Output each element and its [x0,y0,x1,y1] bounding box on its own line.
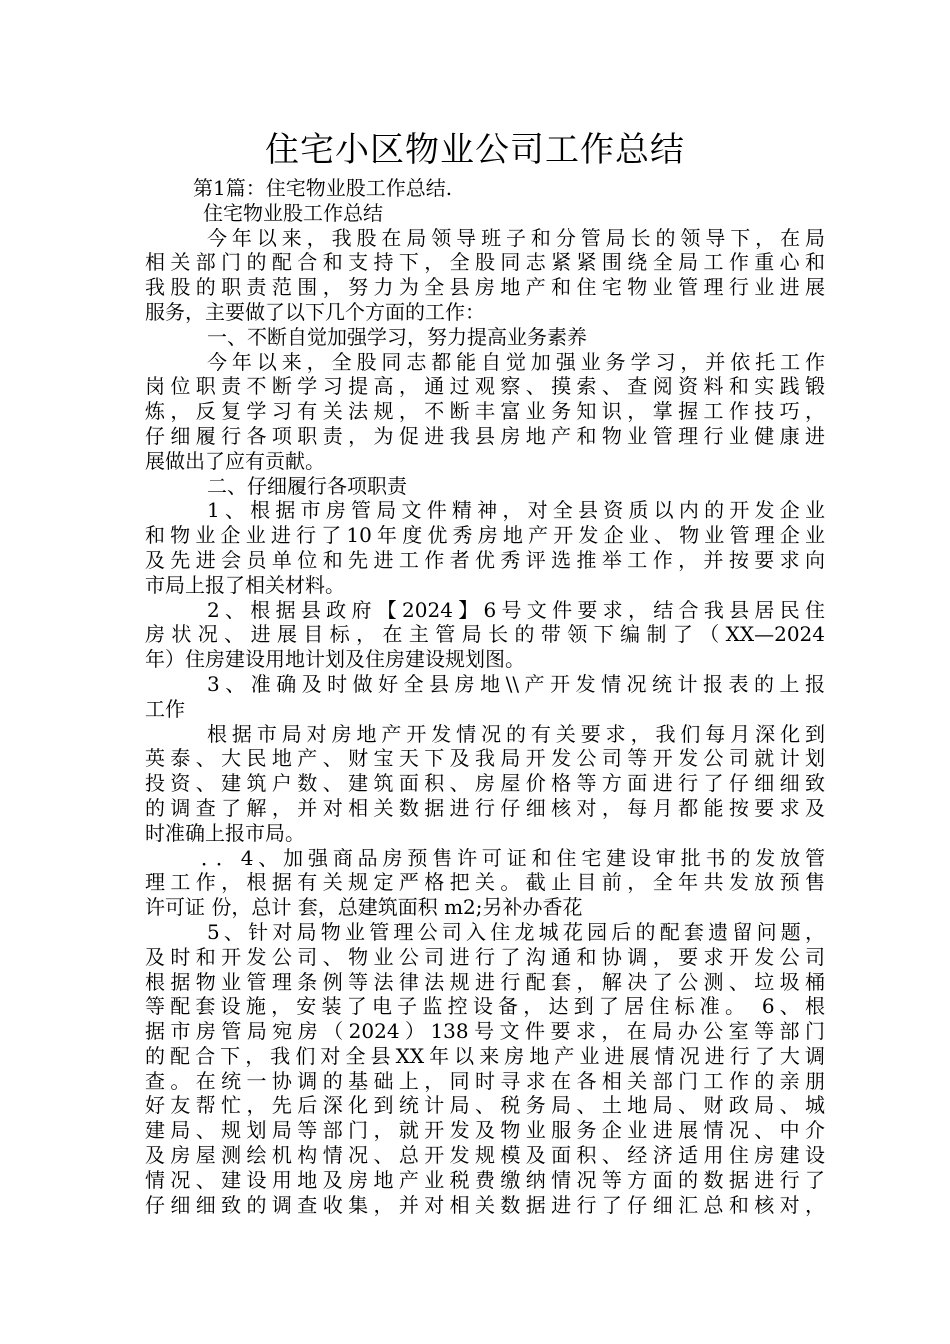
document-title: 住宅小区物业公司工作总结 [265,130,685,170]
text-line: 我股的职责范围，努力为全县房地产和住宅物业管理行业进展 [145,275,825,300]
text-line: 和物业企业进行了10年度优秀房地产开发企业、物业管理企业 [145,523,825,548]
text-line: 一、不断自觉加强学习，努力提高业务素养 [207,324,587,349]
text-line: 3、准确及时做好全县房地\\产开发情况统计报表的上报 [207,671,825,696]
text-line: 等配套设施，安装了电子监控设备，达到了居住标准。 6、根 [145,994,825,1019]
text-line: 2、根据县政府【2024】6号文件要求，结合我县居民住 [207,597,825,622]
text-line: 1、根据市房管局文件精神，对全县资质以内的开发企业 [207,498,825,523]
text-line: 二、仔细履行各项职责 [207,473,407,498]
text-line: 查。在统一协调的基础上，同时寻求在各相关部门工作的亲朋 [145,1068,825,1093]
text-line: 及房屋测绘机构情况、总开发规模及面积、经济适用住房建设 [145,1143,825,1168]
text-line: 的配合下，我们对全县XX年以来房地产业进展情况进行了大调 [145,1043,825,1068]
text-line: 房状况、进展目标，在主管局长的带领下编制了（XX—2024 [145,622,825,647]
text-line: 情况、建设用地及房地产业税费缴纳情况等方面的数据进行了 [145,1167,825,1192]
text-line: 英泰、大民地产、财宝天下及我局开发公司等开发公司就计划 [145,746,825,771]
text-line: 根据市局对房地产开发情况的有关要求，我们每月深化到 [207,721,825,746]
text-line: 理工作，根据有关规定严格把关。截止目前，全年共发放预售 [145,870,825,895]
text-line: 的调查了解，并对相关数据进行仔细核对，每月都能按要求及 [145,795,825,820]
document-body [145,176,825,1217]
text-line: 5、针对局物业管理公司入住龙城花园后的配套遗留问题， [207,919,825,944]
text-line: 仔细履行各项职责，为促进我县房地产和物业管理行业健康进 [145,423,825,448]
text-line: 仔细细致的调查收集，并对相关数据进行了仔细汇总和核对， [145,1192,825,1217]
text-line: 及时和开发公司、物业公司进行了沟通和协调，要求开发公司 [145,944,825,969]
text-line: 据市房管局宛房（2024）138号文件要求，在局办公室等部门 [145,1019,825,1044]
text-line: 时准确上报市局。 [145,820,305,845]
text-line: 相关部门的配合和支持下，全股同志紧紧围绕全局工作重心和 [145,250,825,275]
text-line: 及先进会员单位和先进工作者优秀评选推举工作，并按要求向 [145,547,825,572]
text-line: 服务，主要做了以下几个方面的工作： [145,299,485,324]
text-line: 市局上报了相关材料。 [145,572,345,597]
text-line: 炼，反复学习有关法规，不断丰富业务知识，掌握工作技巧， [145,399,825,424]
text-line: 展做出了应有贡献。 [145,448,325,473]
text-line: ．．4、加强商品房预售许可证和住宅建设审批书的发放管 [201,845,825,870]
text-line: 许可证 份，总计 套，总建筑面积 m2;另补办香花 [145,895,583,920]
text-line: 建局、规划局等部门，就开发及物业服务企业进展情况、中介 [145,1118,825,1143]
text-line: 第1篇：住宅物业股工作总结. [193,176,453,200]
text-line: 今年以来，我股在局领导班子和分管局长的领导下，在局 [207,225,825,250]
text-line: 住宅物业股工作总结 [203,200,383,225]
text-line: 岗位职责不断学习提高，通过观察、摸索、查阅资料和实践锻 [145,374,825,399]
text-line: 好友帮忙，先后深化到统计局、税务局、土地局、财政局、城 [145,1093,825,1118]
text-line: 根据物业管理条例等法律法规进行配套，解决了公测、垃圾桶 [145,969,825,994]
text-line: 工作 [145,696,185,721]
text-line: 投资、建筑户数、建筑面积、房屋价格等方面进行了仔细细致 [145,771,825,796]
text-line: 年）住房建设用地计划及住房建设规划图。 [145,647,525,672]
text-line: 今年以来，全股同志都能自觉加强业务学习，并依托工作 [207,349,825,374]
